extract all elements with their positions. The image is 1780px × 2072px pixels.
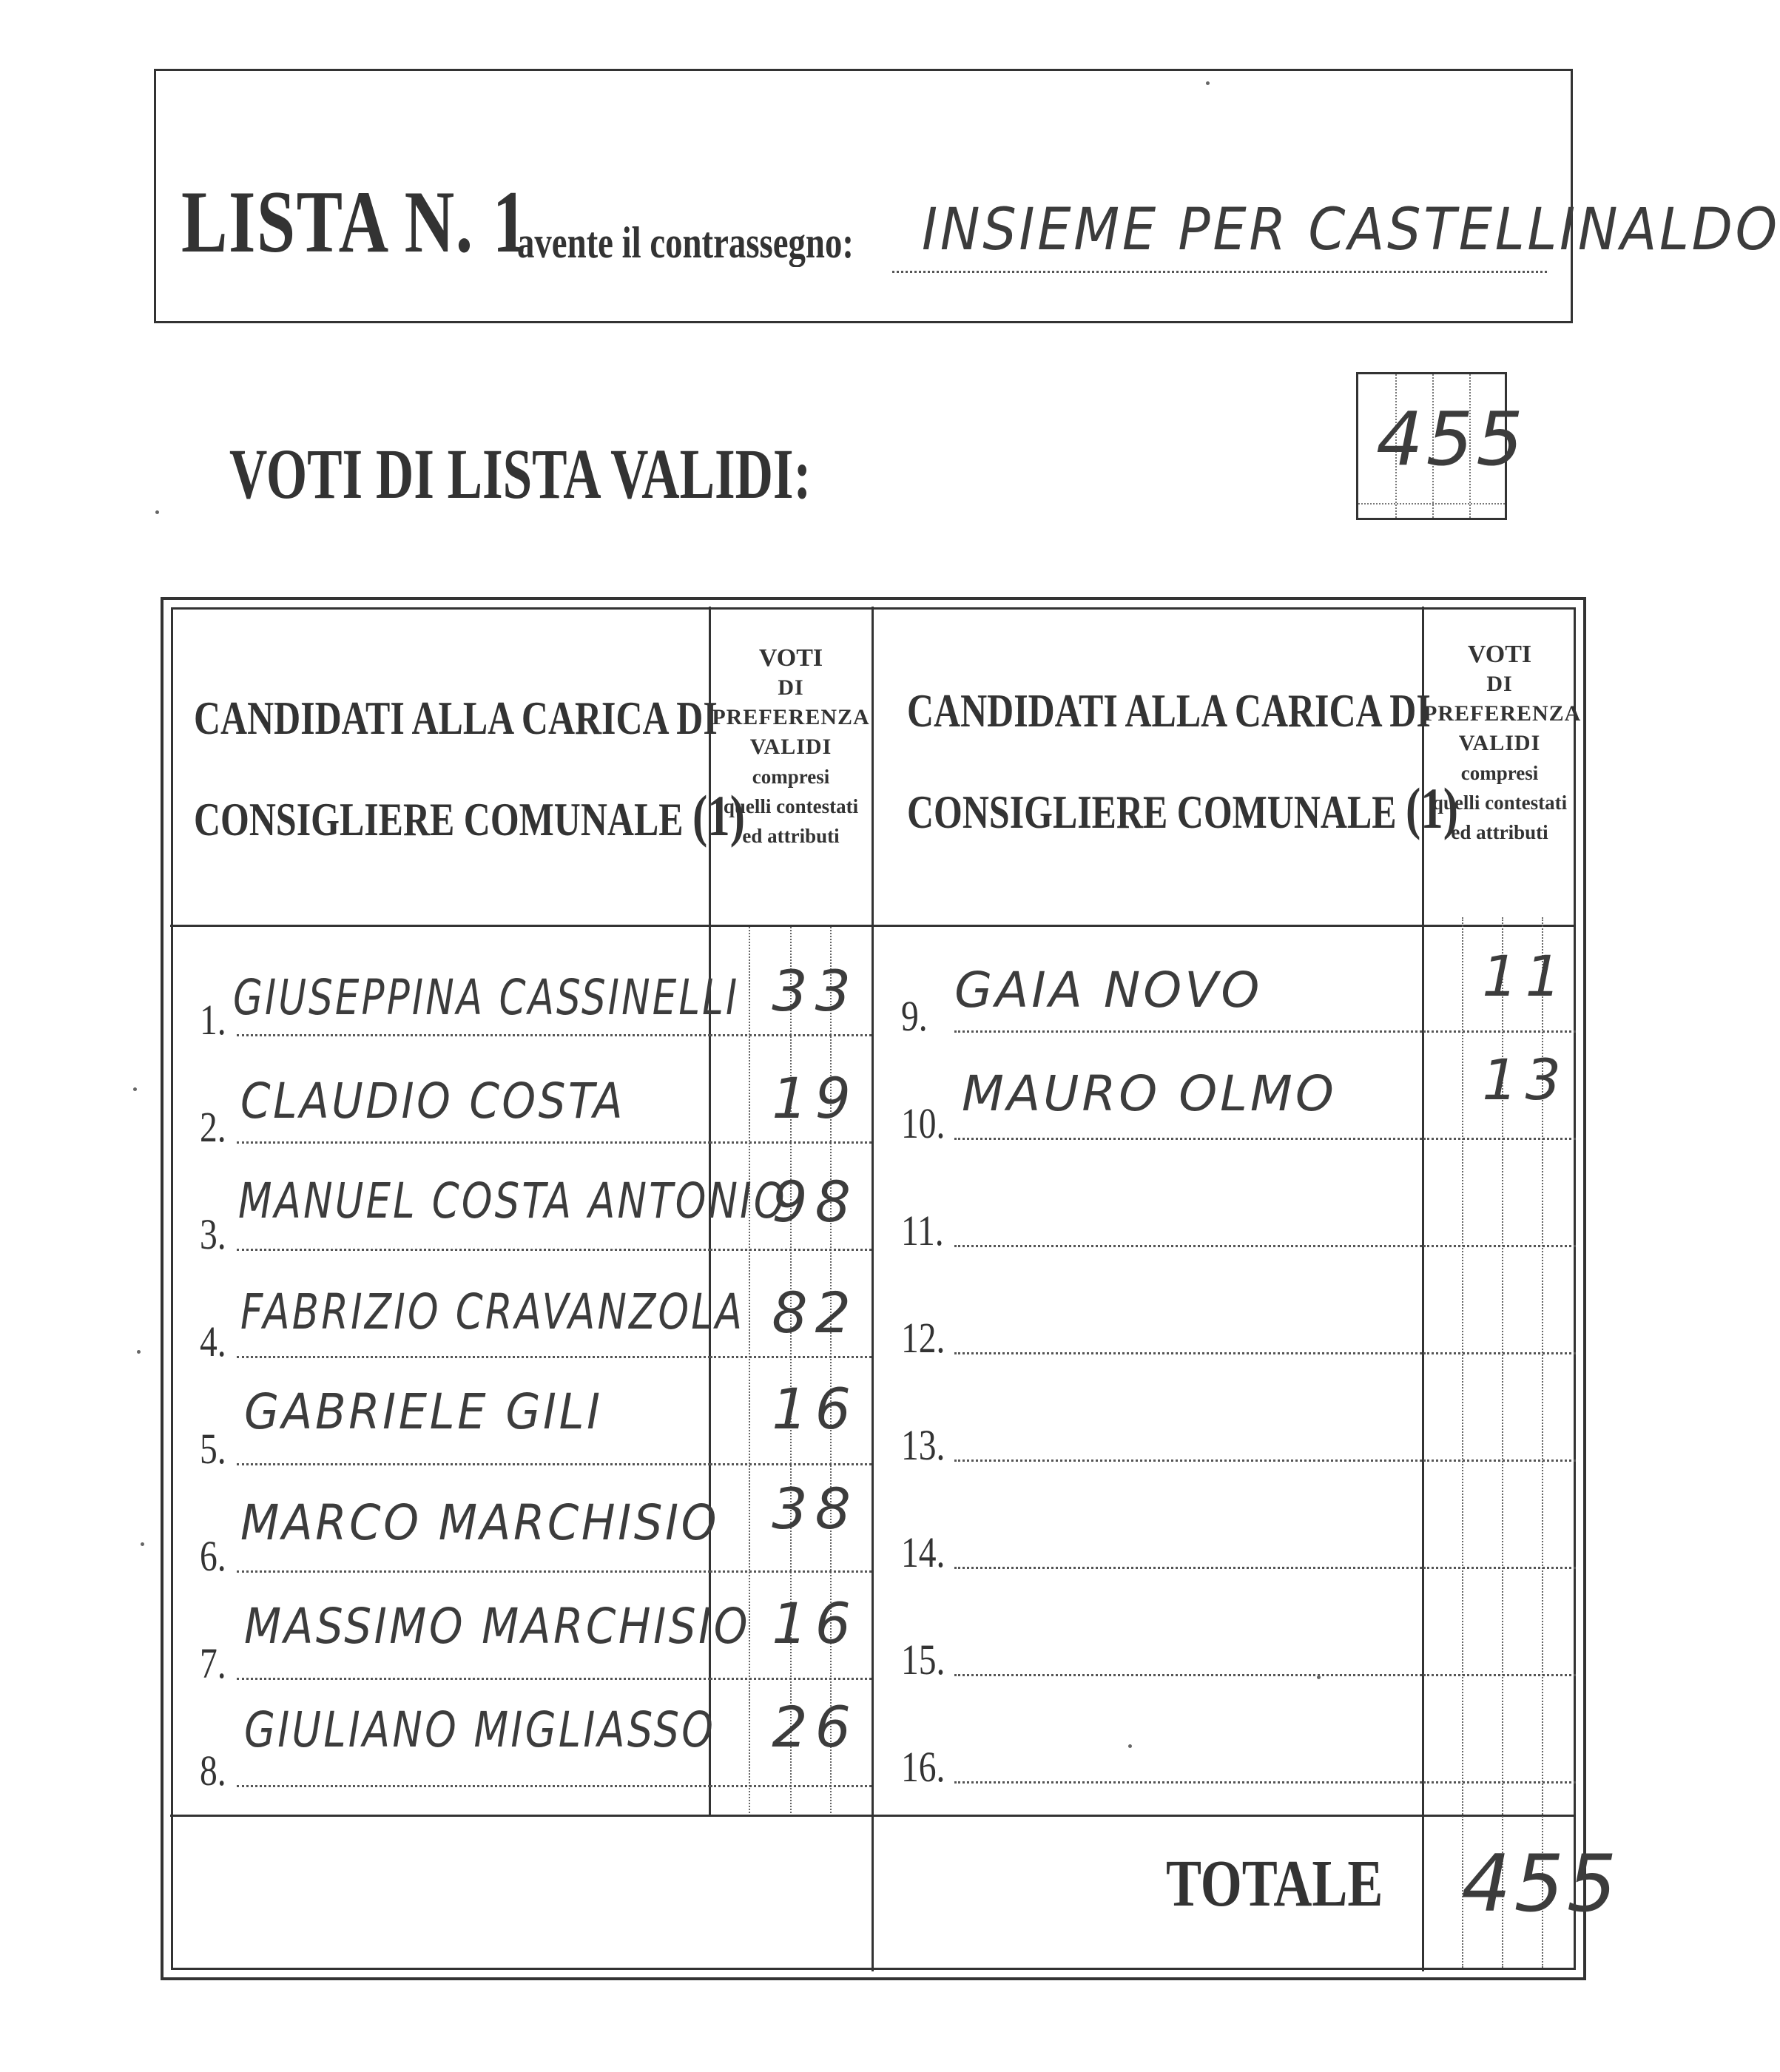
votes-header-line4: compresi	[752, 766, 830, 788]
row-number: 8.	[200, 1747, 226, 1795]
votes-header-line5: quelli contestati	[1432, 792, 1568, 814]
row-number: 10.	[901, 1099, 945, 1147]
candidates-header-note: (1)	[1406, 776, 1458, 840]
candidate-name: GAIA NOVO	[954, 962, 1263, 1019]
row-number: 13.	[901, 1421, 945, 1469]
voti-lista-value: 455	[1376, 396, 1526, 482]
row-number: 1.	[200, 996, 226, 1044]
candidate-name: GIUSEPPINA CASSINELLI	[233, 969, 740, 1026]
row-number: 12.	[901, 1314, 945, 1362]
votes-header-line4: compresi	[1460, 762, 1539, 784]
row-number: 15.	[901, 1636, 945, 1684]
votes-header-line1: VOTI	[758, 644, 823, 672]
candidate-votes: 19	[772, 1065, 858, 1131]
votes-header-line3: VALIDI	[749, 735, 832, 759]
column-divider	[872, 607, 874, 1971]
candidate-votes: 16	[772, 1590, 858, 1656]
row-number: 7.	[200, 1639, 226, 1687]
candidate-name: GABRIELE GILI	[244, 1383, 603, 1440]
candidate-name: MAURO OLMO	[962, 1065, 1337, 1122]
row-number: 3.	[200, 1210, 226, 1258]
row-number: 2.	[200, 1103, 226, 1151]
votes-header-line5: quelli contestati	[723, 795, 859, 817]
candidate-votes: 33	[772, 958, 858, 1024]
votes-header-line2: DI PREFERENZA	[712, 675, 870, 729]
votes-header-line3: VALIDI	[1458, 731, 1541, 755]
row-number: 14.	[901, 1528, 945, 1576]
votes-header-line2: DI PREFERENZA	[1423, 672, 1582, 726]
candidates-header-note: (1)	[692, 783, 745, 848]
contrassegno-label: avente il contrassegno:	[517, 218, 854, 267]
row-number: 16.	[901, 1743, 945, 1791]
voti-lista-label: VOTI DI LISTA VALIDI:	[229, 434, 812, 513]
candidate-name: GIULIANO MIGLIASSO	[244, 1701, 716, 1758]
votes-header-line1: VOTI	[1467, 641, 1532, 668]
candidates-header-right	[907, 662, 1458, 861]
header-box	[154, 69, 1780, 323]
candidate-name: MANUEL COSTA ANTONIO	[238, 1172, 787, 1229]
contrassegno-value: INSIEME PER CASTELLINALDO	[922, 197, 1780, 263]
candidate-votes: 11	[1482, 943, 1568, 1009]
candidate-name: CLAUDIO COSTA	[240, 1073, 625, 1130]
candidates-header-line1: CANDIDATI ALLA CARICA DI	[907, 684, 1431, 737]
candidate-votes: 38	[772, 1476, 858, 1542]
row-number: 4.	[200, 1317, 226, 1366]
candidate-votes: 98	[772, 1169, 858, 1235]
row-number: 11.	[901, 1207, 944, 1255]
candidate-votes: 13	[1482, 1047, 1568, 1113]
candidates-header-left	[194, 669, 745, 868]
row-number: 9.	[901, 992, 928, 1040]
votes-header-line6: ed attributi	[1451, 821, 1548, 843]
lista-title: LISTA N. 1	[181, 172, 529, 271]
candidates-header-line1: CANDIDATI ALLA CARICA DI	[194, 692, 718, 744]
totale-label: TOTALE	[1166, 1847, 1383, 1920]
candidate-votes: 16	[772, 1376, 858, 1442]
votes-header-left	[710, 644, 872, 851]
candidate-votes: 82	[772, 1280, 858, 1346]
candidate-name: MARCO MARCHISIO	[240, 1494, 720, 1551]
totale-value: 455	[1461, 1838, 1620, 1929]
votes-header-right	[1423, 640, 1582, 847]
candidates-header-line2: CONSIGLIERE COMUNALE	[907, 786, 1397, 838]
candidates-header-line2: CONSIGLIERE COMUNALE	[194, 793, 684, 846]
candidate-votes: 26	[772, 1694, 858, 1760]
row-number: 5.	[200, 1425, 226, 1473]
votes-header-line6: ed attributi	[742, 825, 840, 847]
contrassegno-dotted-line	[892, 271, 1547, 273]
row-number: 6.	[200, 1532, 226, 1580]
candidate-name: MASSIMO MARCHISIO	[244, 1598, 751, 1655]
candidate-name: FABRIZIO CRAVANZOLA	[240, 1283, 745, 1340]
